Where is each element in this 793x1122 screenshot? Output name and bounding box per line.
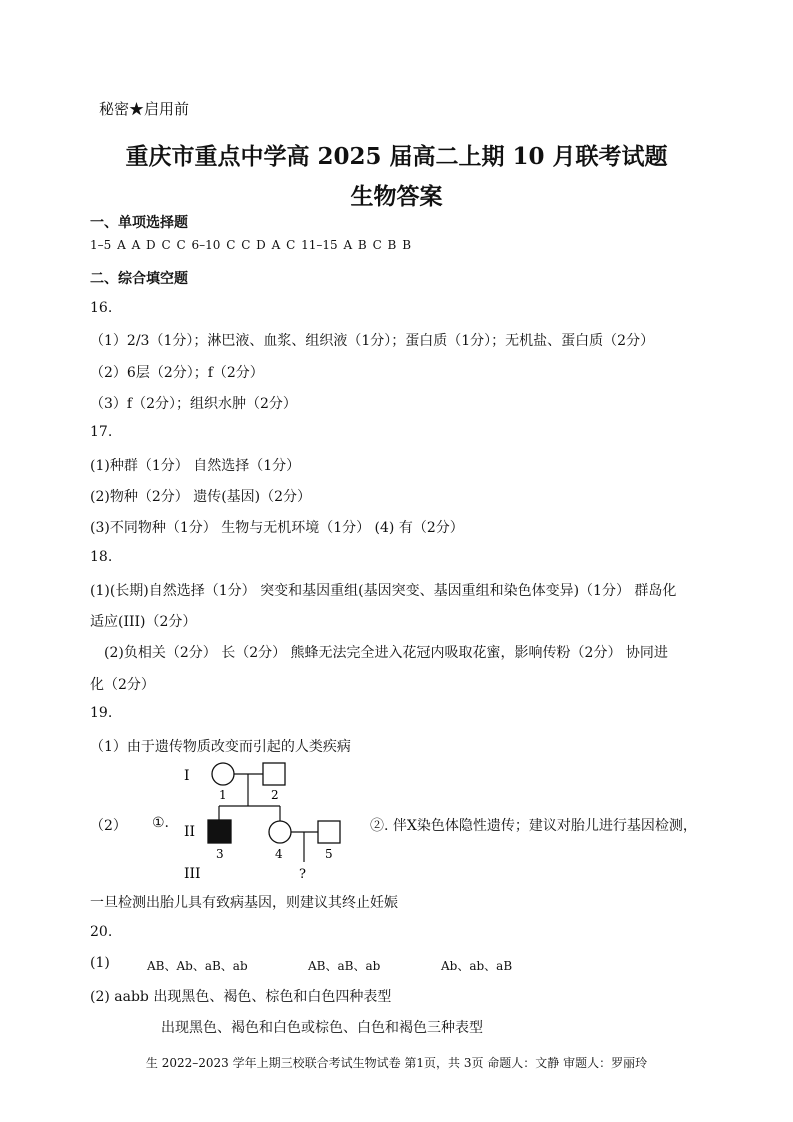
pedigree-affected-male-3 [208, 820, 231, 843]
pedigree-num-2: 2 [271, 788, 279, 802]
q18-answer-1-cont: 适应(III)（2分） [90, 614, 197, 630]
pedigree-num-1: 1 [219, 788, 227, 802]
q16-answer-2: （2）6层（2分）；f（2分） [90, 365, 264, 381]
section1-heading: 一、单项选择题 [90, 215, 188, 231]
q18-number: 18. [90, 549, 113, 565]
q19-number: 19. [90, 705, 113, 721]
pedigree-num-5: 5 [325, 847, 333, 861]
exam-title: 重庆市重点中学高 2025 届高二上期 10 月联考试题 [125, 143, 668, 170]
q20-number: 20. [90, 924, 113, 940]
pedigree-female-4 [269, 821, 291, 843]
pedigree-male-5 [318, 821, 340, 843]
page-footer: 生 2022–2023 学年上期三校联合考试生物试卷 第1页，共 3页 命题人：文静 审题人：罗丽玲 [145, 1056, 648, 1070]
q16-number: 16. [90, 300, 113, 316]
q18-answer-2: (2)负相关（2分） 长（2分） 熊蜂无法完全进入花冠内吸取花蜜，影响传粉（2分） 协同进 [104, 645, 668, 661]
pedigree-male-2 [263, 763, 285, 785]
pedigree-num-3: 3 [216, 847, 224, 861]
q17-answer-1: (1)种群（1分） 自然选择（1分） [90, 458, 301, 474]
pedigree-female-1 [212, 763, 234, 785]
q20-answer-3: 出现黑色、褐色和白色或棕色、白色和褐色三种表型 [161, 1020, 483, 1036]
q17-answer-2: (2)物种（2分） 遗传(基因)（2分） [90, 489, 312, 505]
section2-heading: 二、综合填空题 [90, 271, 188, 287]
q18-answer-1: (1)(长期)自然选择（1分） 突变和基因重组(基因突变、基因重组和染色体变异)（1分） 群岛化 [90, 583, 677, 599]
q17-number: 17. [90, 424, 113, 440]
q16-answer-1: （1）2/3（1分）；淋巴液、血浆、组织液（1分）；蛋白质（1分）；无机盐、蛋白质（2分） [90, 333, 655, 349]
confidential-label: 秘密★启用前 [99, 100, 190, 118]
q19-mark-2: ②. 伴X染色体隐性遗传；建议对胎儿进行基因检测， [370, 818, 697, 834]
q20-gametes-a: AB、Ab、aB、ab [147, 959, 248, 973]
q20-answer-2: (2) aabb 出现黑色、褐色、棕色和白色四种表型 [90, 989, 392, 1005]
q16-answer-3: （3）f（2分）；组织水肿（2分） [90, 396, 297, 412]
q20-gametes-b: AB、aB、ab [308, 959, 381, 973]
pedigree-num-4: 4 [275, 847, 283, 861]
q19-answer-2-cont: 一旦检测出胎儿具有致病基因，则建议其终止妊娠 [90, 895, 398, 911]
exam-subtitle: 生物答案 [350, 183, 443, 210]
q20-gametes-c: Ab、ab、aB [441, 959, 513, 973]
pedigree-unknown-child: ? [299, 867, 306, 882]
pedigree-gen-III: III [184, 866, 201, 882]
q17-answer-3: (3)不同物种（1分） 生物与无机环境（1分） (4) 有（2分） [90, 520, 464, 536]
choice-answers: 1–5 A A D C C 6–10 C C D A C 11–15 A B C B B [90, 238, 412, 252]
q19-answer-2-label: （2） [90, 818, 127, 834]
pedigree-gen-II: II [184, 824, 196, 840]
q18-answer-2-cont: 化（2分） [90, 677, 155, 693]
pedigree-gen-I: I [184, 768, 190, 784]
q19-answer-1: （1）由于遗传物质改变而引起的人类疾病 [90, 739, 351, 755]
q20-answer-1-label: (1) [90, 955, 110, 971]
q19-mark-1: ①. [152, 815, 170, 831]
